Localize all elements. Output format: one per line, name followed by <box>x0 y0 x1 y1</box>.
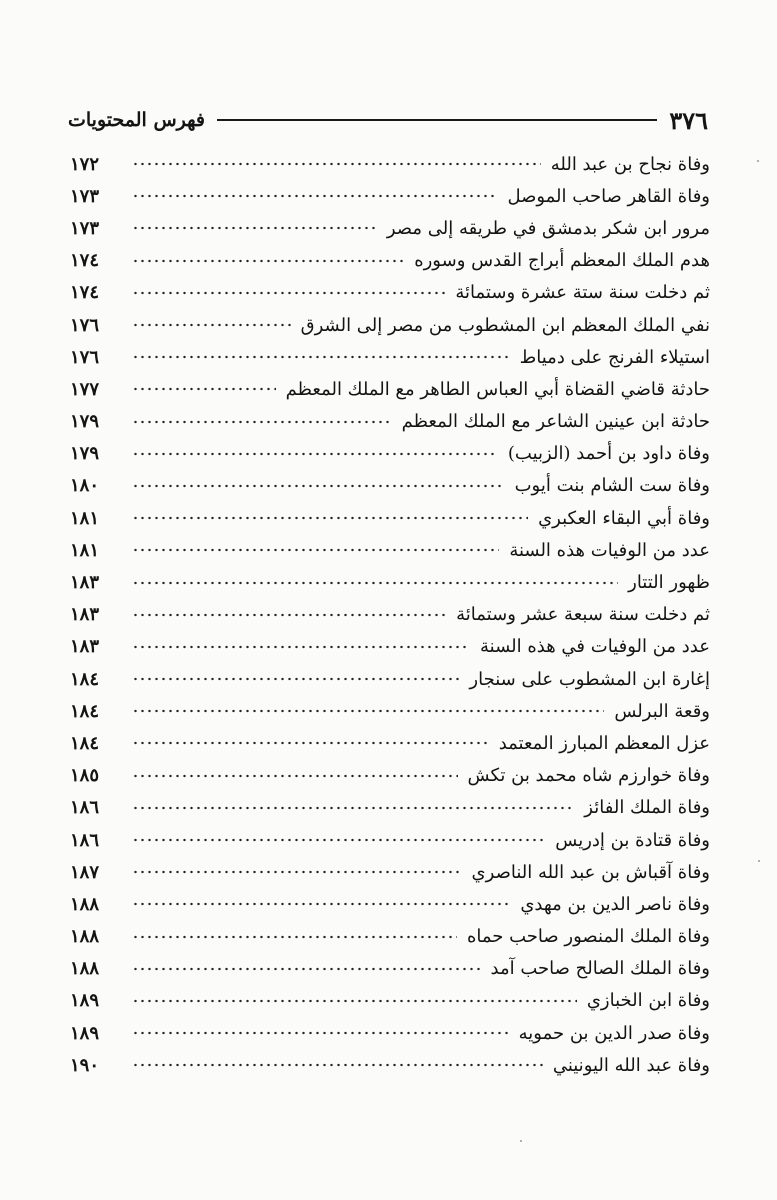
dot-leader <box>132 867 462 877</box>
toc-entry <box>70 888 710 920</box>
header-rule <box>217 119 657 121</box>
toc-entry-title: عدد من الوفيات هذه السنة <box>509 539 710 561</box>
toc-entry-title: وفاة الملك الصالح صاحب آمد <box>490 958 710 980</box>
toc-entry-title: ثم دخلت سنة ستة عشرة وستمائة <box>455 282 710 304</box>
toc-entry <box>70 406 710 438</box>
toc-entry-page: ١٨٩ <box>70 990 100 1012</box>
paper-speck <box>757 160 759 162</box>
toc-entry-page: ١٨٤ <box>70 732 100 754</box>
dot-leader <box>132 610 446 620</box>
running-header <box>68 103 708 137</box>
toc-entry-page: ١٨٣ <box>70 572 100 594</box>
toc-entry <box>70 148 710 180</box>
dot-leader <box>132 706 604 716</box>
toc-entry-page: ١٧٤ <box>70 250 100 272</box>
toc-entry <box>70 1049 710 1081</box>
toc-entry-title: وفاة ابن الخبازي <box>586 990 710 1012</box>
toc-entry-title: حادثة قاضي القضاة أبي العباس الطاهر مع الملك المعظم <box>285 378 710 400</box>
toc-entry <box>70 502 710 534</box>
toc-entry-title: وفاة أبي البقاء العكبري <box>538 507 710 529</box>
toc-entry <box>70 599 710 631</box>
dot-leader <box>132 256 404 266</box>
dot-leader <box>132 674 459 684</box>
toc-entry-page: ١٧٤ <box>70 282 100 304</box>
paper-speck <box>758 860 760 862</box>
toc-entry <box>70 245 710 277</box>
toc-entry <box>70 663 710 695</box>
toc-entry-title: حادثة ابن عينين الشاعر مع الملك المعظم <box>401 411 710 433</box>
toc-entry-page: ١٨٧ <box>70 861 100 883</box>
toc-entry <box>70 373 710 405</box>
toc-entry-title: وفاة عبد الله اليونيني <box>552 1054 710 1076</box>
dot-leader <box>132 384 276 394</box>
header-title: فهرس المحتويات <box>68 109 205 131</box>
toc-entry <box>70 534 710 566</box>
dot-leader <box>132 449 498 459</box>
toc-entry <box>70 985 710 1017</box>
dot-leader <box>132 417 392 427</box>
toc-entry <box>70 212 710 244</box>
toc-entry <box>70 695 710 727</box>
toc-entry <box>70 470 710 502</box>
toc-entry-page: ١٧٦ <box>70 314 100 336</box>
toc-entry-title: وفاة ست الشام بنت أيوب <box>514 475 710 497</box>
toc-entry <box>70 953 710 985</box>
toc-entry-page: ١٨٣ <box>70 636 100 658</box>
toc-entry-page: ١٧٩ <box>70 443 100 465</box>
toc-entry <box>70 309 710 341</box>
toc-entry-title: وفاة القاهر صاحب الموصل <box>507 185 710 207</box>
toc-entry <box>70 341 710 373</box>
toc-entry <box>70 438 710 470</box>
toc-entry-title: عدد من الوفيات في هذه السنة <box>479 636 710 658</box>
toc-entry-title: وفاة آقباش بن عبد الله الناصري <box>471 861 710 883</box>
dot-leader <box>132 642 470 652</box>
toc-entry <box>70 727 710 759</box>
toc-entry-title: عزل المعظم المبارز المعتمد <box>498 732 710 754</box>
toc-entry-page: ١٧٣ <box>70 185 100 207</box>
table-of-contents <box>70 148 710 1081</box>
toc-entry-page: ١٨٦ <box>70 797 100 819</box>
toc-entry <box>70 277 710 309</box>
dot-leader <box>132 159 541 169</box>
toc-entry-title: ظهور التتار <box>628 572 710 594</box>
toc-entry-page: ١٧٩ <box>70 411 100 433</box>
dot-leader <box>132 191 497 201</box>
paper-speck <box>520 1140 522 1142</box>
toc-entry <box>70 792 710 824</box>
dot-leader <box>132 481 505 491</box>
toc-entry <box>70 180 710 212</box>
toc-entry-title: وفاة ناصر الدين بن مهدي <box>520 893 710 915</box>
toc-entry-page: ١٧٧ <box>70 378 100 400</box>
toc-entry-page: ١٨٣ <box>70 604 100 626</box>
dot-leader <box>132 964 481 974</box>
toc-entry <box>70 824 710 856</box>
toc-entry-title: استيلاء الفرنج على دمياط <box>519 346 710 368</box>
toc-entry-page: ١٨٤ <box>70 668 100 690</box>
toc-entry-title: نفي الملك المعظم ابن المشطوب من مصر إلى الشرق <box>300 314 710 336</box>
toc-entry-page: ١٩٠ <box>70 1054 100 1076</box>
toc-entry-title: ثم دخلت سنة سبعة عشر وستمائة <box>456 604 710 626</box>
toc-entry-title: وفاة نجاح بن عبد الله <box>550 153 710 175</box>
dot-leader <box>132 932 457 942</box>
dot-leader <box>132 803 574 813</box>
dot-leader <box>132 320 291 330</box>
toc-entry-page: ١٨٨ <box>70 893 100 915</box>
toc-entry-page: ١٧٦ <box>70 346 100 368</box>
toc-entry-title: وقعة البرلس <box>614 700 710 722</box>
dot-leader <box>132 578 618 588</box>
page-number: ٣٧٦ <box>669 105 708 135</box>
toc-entry-page: ١٨٤ <box>70 700 100 722</box>
dot-leader <box>132 996 577 1006</box>
toc-entry-page: ١٧٣ <box>70 217 100 239</box>
toc-entry-page: ١٨١ <box>70 507 100 529</box>
toc-entry-title: هدم الملك المعظم أبراج القدس وسوره <box>414 250 710 272</box>
toc-entry-title: وفاة الملك المنصور صاحب حماه <box>466 926 710 948</box>
toc-entry-page: ١٨٠ <box>70 475 100 497</box>
dot-leader <box>132 223 377 233</box>
toc-entry-title: وفاة خوارزم شاه محمد بن تكش <box>467 765 710 787</box>
toc-entry <box>70 856 710 888</box>
toc-entry <box>70 1017 710 1049</box>
toc-entry-title: وفاة داود بن أحمد (الزبيب) <box>507 443 710 465</box>
toc-entry-page: ١٧٢ <box>70 153 100 175</box>
dot-leader <box>132 288 445 298</box>
toc-entry-page: ١٨٥ <box>70 765 100 787</box>
toc-entry-title: وفاة صدر الدين بن حمويه <box>518 1022 710 1044</box>
toc-entry-title: وفاة قتادة بن إدريس <box>555 829 710 851</box>
dot-leader <box>132 1060 543 1070</box>
toc-entry <box>70 566 710 598</box>
toc-entry-page: ١٨٨ <box>70 926 100 948</box>
dot-leader <box>132 738 489 748</box>
dot-leader <box>132 771 458 781</box>
toc-entry-page: ١٨٦ <box>70 829 100 851</box>
toc-entry <box>70 760 710 792</box>
dot-leader <box>132 545 499 555</box>
dot-leader <box>132 1028 509 1038</box>
dot-leader <box>132 352 510 362</box>
toc-entry-title: مرور ابن شكر بدمشق في طريقه إلى مصر <box>386 217 710 239</box>
dot-leader <box>132 513 528 523</box>
toc-entry-title: وفاة الملك الفائز <box>584 797 710 819</box>
toc-entry-page: ١٨٨ <box>70 958 100 980</box>
dot-leader <box>132 835 545 845</box>
dot-leader <box>132 899 510 909</box>
toc-entry-page: ١٨١ <box>70 539 100 561</box>
toc-entry <box>70 921 710 953</box>
toc-entry-title: إغارة ابن المشطوب على سنجار <box>469 668 710 690</box>
toc-entry-page: ١٨٩ <box>70 1022 100 1044</box>
toc-entry <box>70 631 710 663</box>
